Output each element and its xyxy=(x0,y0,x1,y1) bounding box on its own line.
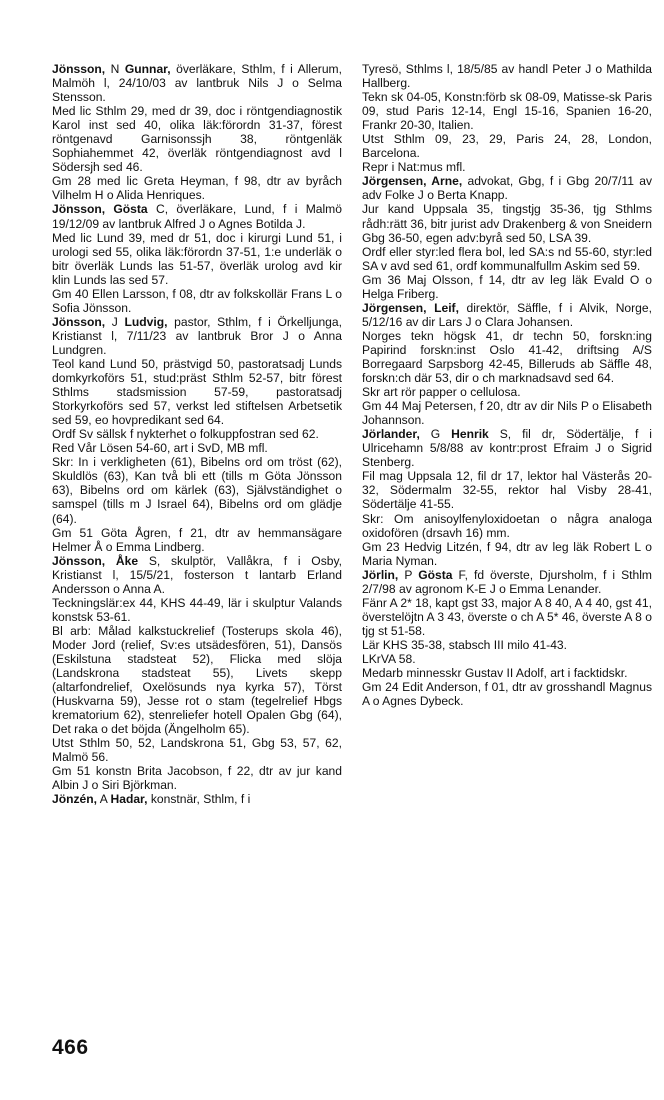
entry-surname: Jörlander, xyxy=(362,427,420,442)
entry-detail xyxy=(362,202,652,244)
entry-detail xyxy=(362,399,652,427)
entry-detail xyxy=(52,231,342,287)
entry-text: Gm 51 konstn Brita Jacobson, f 22, dtr av jur kand Albin J o Siri Björkman. xyxy=(52,764,342,793)
entry-surname: Jönsson, xyxy=(52,314,106,329)
entry-text: Bl arb: Målad kalkstuckrelief (Tosterups skola 46), Moder Jord (relief, Sv:es utsädesfören, 51), Dansös (Eskilstuna stadsteat 52), Flicka med slöja (Landskrona stadsteat 55), Livets skepp (altarfondrelief, Oxelösunds nya kyrka 57), Törst (Huskvarna 59), Jesse rot o stam (tegelrelief Hbgs krematorium 62), stenreliefer hotell Opalen Gbg (64), Det raka o det böjda (Ängelholm 65). xyxy=(52,623,342,737)
page-number: 466 xyxy=(52,1036,89,1059)
entry-detail xyxy=(362,160,652,174)
entry-text: Ordf Sv sällsk f nykterhet o folkuppfostran sed 62. xyxy=(52,427,319,442)
entry-detail xyxy=(52,596,342,624)
entry-text: Fänr A 2* 18, kapt gst 33, major A 8 40, A 4 40, gst 41, överstelöjtn A 3 43, överste o ch A 5* 46, överste A 8 o tjg st 51-58. xyxy=(362,595,652,638)
entry-text: Ordf eller styr:led flera bol, led SA:s nd 55-60, styr:led SA v avd sed 61, ordf kommunalfullm Askim sed 59. xyxy=(362,244,652,273)
entry-text: konstnär, Sthlm, f i xyxy=(147,792,251,807)
entry-detail xyxy=(362,385,652,399)
entry-surname: Jörgensen, Leif, xyxy=(362,300,459,315)
entry-surname: Jörlin, xyxy=(362,567,399,582)
entry-paragraph xyxy=(362,568,652,596)
entry-detail xyxy=(52,526,342,554)
entry-text: Utst Sthlm 09, 23, 29, Paris 24, 28, London, Barcelona. xyxy=(362,132,652,161)
entry-detail xyxy=(362,652,652,666)
entry-detail xyxy=(52,287,342,315)
entry-text: Fil mag Uppsala 12, fil dr 17, lektor hal Västerås 20-32, Södermalm 32-55, rektor hal Visby 28-41, Södertälje 41-55. xyxy=(362,469,652,512)
entry-text: Gm 28 med lic Greta Heyman, f 98, dtr av byråch Vilhelm H o Alida Henriques. xyxy=(52,174,342,203)
entry-detail xyxy=(52,441,342,455)
entry-text: Gm 23 Hedvig Litzén, f 94, dtr av leg läk Robert L o Maria Nyman. xyxy=(362,539,652,568)
entry-given-name: Hadar, xyxy=(110,792,148,807)
entry-detail xyxy=(362,680,652,708)
entry-detail xyxy=(52,174,342,202)
entry-detail xyxy=(362,540,652,568)
entry-detail xyxy=(52,357,342,427)
entry-surname: Jönsson, xyxy=(52,62,106,76)
entry-given-name: Gunnar, xyxy=(124,62,171,76)
entry-text: Gm 40 Ellen Larsson, f 08, dtr av folkskollär Frans L o Sofia Jönsson. xyxy=(52,286,342,315)
entry-text: C, överläkare, Lund, f i Malmö 19/12/09 av lantbruk Alfred J o Agnes Botilda J. xyxy=(52,202,342,231)
entry-text: Red Vår Lösen 54-60, art i SvD, MB mfl. xyxy=(52,441,268,456)
entry-surname: Jörgensen, Arne, xyxy=(362,174,463,189)
entry-paragraph xyxy=(52,202,342,230)
entry-text: Skr: Om anisoylfenyloxidoetan o några analoga oxidofören (drsavh 16) mm. xyxy=(362,511,652,540)
entry-detail xyxy=(52,427,342,441)
entry-detail xyxy=(362,273,652,301)
entry-detail xyxy=(52,455,342,525)
entry-text: direktör, Säffle, f i Alvik, Norge, 5/12/16 av dir Lars J o Clara Johansen. xyxy=(362,300,652,329)
entry-given-name: Ludvig, xyxy=(124,314,168,329)
entry-text: Tyresö, Sthlms l, 18/5/85 av handl Peter J o Mathilda Hallberg. xyxy=(362,62,652,91)
entry-detail xyxy=(52,104,342,174)
entry-text: P xyxy=(398,567,419,582)
entry-text: överläkare, Sthlm, f i Allerum, Malmöh l, 24/10/03 av lantbruk Nils J o Selma Stensson. xyxy=(52,62,342,105)
entry-text: A xyxy=(97,792,111,807)
entry-text: Med lic Lund 39, med dr 51, doc i kirurgi Lund 51, i urologi sed 55, olika läk:förordn 37-51, 1:e underläk o bitr överläk Lunds las 51-57, överläk urolog avd kir klin Lunds las sed 57. xyxy=(52,230,342,287)
entry-detail xyxy=(362,469,652,511)
entry-text: advokat, Gbg, f i Gbg 20/7/11 av adv Folke J o Berta Knapp. xyxy=(362,174,652,203)
entry-text: N xyxy=(105,62,125,76)
entry-text: Teol kand Lund 50, prästvigd 50, pastoratsadj Lunds domkyrkoförs 51, stud:präst Sthlm 52-57, bitr förest Sthlms stadsmission 57-59, pastoratsadj Storkyrkoförs sed 57, verkst led stiftelsen Arbetsetik sed 59, eo hovpredikant sed 64. xyxy=(52,356,342,428)
entry-text: Skr: In i verkligheten (61), Bibelns ord om tröst (62), Skuldlös (63), Kan två bli ett (tills m Göta Jönsson 63), Bibelns ord om kärlek (63), Självständighet o samspel (tills m J Israel 64), Bibelns ord om glädje (64). xyxy=(52,455,342,526)
entry-text: Gm 51 Göta Ågren, f 21, dtr av hemmansägare Helmer Å o Emma Lindberg. xyxy=(52,525,342,554)
right-column xyxy=(362,62,652,708)
entry-text: S, skulptör, Vallåkra, f i Osby, Kristianst l, 15/5/21, fosterson t lantarb Erland Andersson o Anna A. xyxy=(52,553,342,596)
entry-paragraph xyxy=(52,554,342,596)
entry-surname: Jönzén, xyxy=(52,792,98,807)
entry-given-name: Gösta xyxy=(418,567,453,582)
entry-paragraph xyxy=(362,174,652,202)
entry-detail xyxy=(362,512,652,540)
entry-text: Med lic Sthlm 29, med dr 39, doc i röntgendiagnostik Karol inst sed 40, olika läk:förordn 31-37, förest röntgenavd Garnisonssjh 38, röntgenläk Sophiahemmet 42, överläk röntgendiagnost avd l Södersjh sed 46. xyxy=(52,104,342,175)
entry-detail xyxy=(52,624,342,736)
entry-text: Gm 36 Maj Olsson, f 14, dtr av leg läk Evald O o Helga Friberg. xyxy=(362,272,652,301)
entry-text: F, fd överste, Djursholm, f i Sthlm 2/7/98 av agronom K-E J o Emma Lenander. xyxy=(362,567,652,596)
entry-detail xyxy=(362,329,652,385)
entry-text: J xyxy=(105,314,125,329)
entry-text: Skr art rör papper o cellulosa. xyxy=(362,385,521,400)
entry-text: Medarb minnesskr Gustav II Adolf, art i facktidskr. xyxy=(362,666,628,681)
entry-detail xyxy=(362,245,652,273)
entry-text: Gm 24 Edit Anderson, f 01, dtr av grosshandl Magnus A o Agnes Dybeck. xyxy=(362,680,652,709)
entry-text: G xyxy=(419,427,452,442)
entry-paragraph xyxy=(52,62,342,104)
entry-text: Lär KHS 35-38, stabsch III milo 41-43. xyxy=(362,637,568,652)
entry-text: Teckningslär:ex 44, KHS 44-49, lär i skulptur Valands konstsk 53-61. xyxy=(52,595,342,624)
entry-text: LKrVA 58. xyxy=(362,651,416,666)
entry-paragraph xyxy=(362,301,652,329)
entry-detail xyxy=(362,62,652,90)
entry-detail xyxy=(52,764,342,792)
entry-text: Gm 44 Maj Petersen, f 20, dtr av dir Nils P o Elisabeth Johannson. xyxy=(362,399,652,428)
entry-detail xyxy=(362,666,652,680)
entry-detail xyxy=(362,596,652,638)
entry-paragraph xyxy=(52,792,342,806)
entry-surname: Jönsson, Åke xyxy=(52,553,139,568)
entry-text: Repr i Nat:mus mfl. xyxy=(362,160,466,175)
entry-text: S, fil dr, Södertälje, f i Ulricehamn 5/8/88 av kontr:prost Efraim J o Sigrid Stenberg. xyxy=(362,427,652,470)
entry-detail xyxy=(52,736,342,764)
entry-text: Tekn sk 04-05, Konstn:förb sk 08-09, Matisse-sk Paris 09, stud Paris 12-14, Engl 15-16, Spanien 16-20, Frankr 20-30, Italien. xyxy=(362,90,652,133)
entry-text: Utst Sthlm 50, 52, Landskrona 51, Gbg 53, 57, 62, Malmö 56. xyxy=(52,736,342,765)
entry-paragraph xyxy=(362,427,652,469)
entry-text: Jur kand Uppsala 35, tingstjg 35-36, tjg Sthlms rådh:rätt 36, bitr jurist adv Drakenberg & von Sneidern Gbg 36-50, egen adv:byrå sed 50, LSA 39. xyxy=(362,202,652,245)
entry-text: pastor, Sthlm, f i Örkelljunga, Kristianst l, 7/11/23 av lantbruk Bror J o Anna Lundgren. xyxy=(52,314,342,357)
entry-detail xyxy=(362,90,652,132)
entry-surname: Jönsson, Gösta xyxy=(52,202,148,217)
entry-detail xyxy=(362,132,652,160)
entry-given-name: Henrik xyxy=(451,427,489,442)
left-column xyxy=(52,62,342,806)
entry-paragraph xyxy=(52,315,342,357)
entry-detail xyxy=(362,638,652,652)
entry-text: Norges tekn högsk 41, dr techn 50, forskn:ing Papirind forskn:inst Oslo 41-42, driftsing A/S Borregaard Sarpsborg 42-45, Billeruds ab Säffle 48, forskn:ch där 53, dir o ch marknadsavd sed 64. xyxy=(362,328,652,386)
